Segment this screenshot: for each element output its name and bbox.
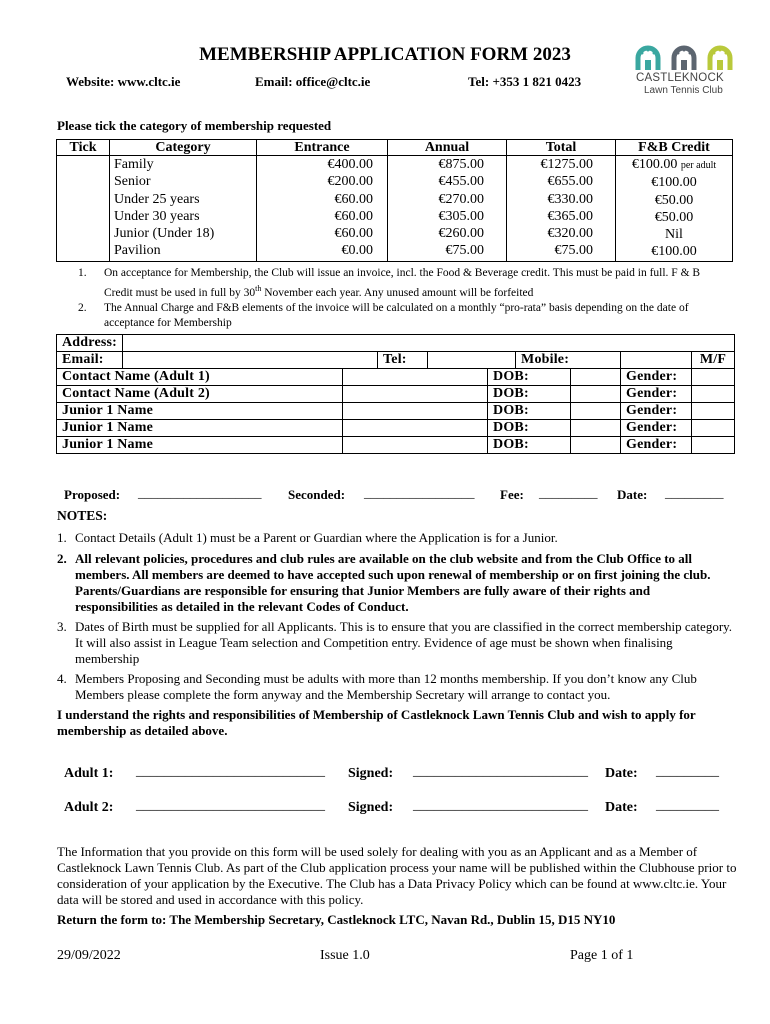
note-3-num: 3. [57,619,67,634]
entrance-value: €200.00 [327,174,373,190]
person-row [57,386,735,403]
note-4-text: Members Proposing and Seconding must be adults with more than 12 months membership. If you don’t know any Club Members please complete the form anyway and the Membership Secretary will arrange to contact you. [75,671,697,702]
logo-arches-icon [632,44,744,72]
gender-label: Gender: [621,437,692,454]
adult1-name-line[interactable]: ___________________________ [136,764,325,779]
category-senior: Senior [114,174,151,190]
person-label: Junior 1 Name [57,437,343,454]
col-annual: Annual [388,140,507,156]
total-value: €330.00 [547,191,593,207]
fb-credit-value: €50.00 [654,209,694,225]
col-category: Category [110,140,257,156]
person-name-field[interactable] [343,403,488,420]
adult1-label: Adult 1: [64,766,114,781]
dob-label: DOB: [488,437,571,454]
email-field[interactable] [123,352,378,369]
note-4-num: 4. [57,671,67,686]
category-under25: Under 25 years [114,191,200,207]
category-note-2-num: 2. [78,302,87,314]
annual-cell [388,156,507,262]
fee-line[interactable]: _________ [539,485,598,500]
note-1-text: Contact Details (Adult 1) must be a Parent or Guardian where the Application is for a Junior. [75,530,558,545]
adult1-date-line[interactable]: _________ [656,764,719,779]
website-text: Website: www.cltc.ie [66,74,181,89]
dob-field[interactable] [571,420,621,437]
gender-field[interactable] [692,437,735,454]
annual-value: €260.00 [438,226,484,242]
logo-text-club: Lawn Tennis Club [644,85,723,96]
mobile-label: Mobile: [516,352,621,369]
entrance-cell [257,156,388,262]
person-name-field[interactable] [343,437,488,454]
tel-label: Tel: [378,352,428,369]
gender-label: Gender: [621,420,692,437]
footer-issue: Issue 1.0 [320,948,370,963]
dob-label: DOB: [488,369,571,386]
fb-credit-cell [616,156,733,262]
address-label: Address: [57,335,123,352]
category-table-body [57,156,733,262]
dob-label: DOB: [488,420,571,437]
return-address: Return the form to: The Membership Secretary, Castleknock LTC, Navan Rd., Dublin 15, D15 NY10 [57,912,616,927]
adult2-date-line[interactable]: _________ [656,798,719,813]
address-row [57,335,735,352]
adult2-name-line[interactable]: ___________________________ [136,798,325,813]
privacy-notice: The Information that you provide on this form will be used solely for dealing with you as an Applicant and as a Member of Castleknock Lawn Tennis Club. As part of the Club application process your name will be published within the Clubhouse prior to consideration of your application by the Executive. The Club has a Data Privacy Policy which can be found at www.cltc.ie. Your data will be stored and used in accordance with this policy. [57,844,737,907]
note-3-text: Dates of Birth must be supplied for all Applicants. This is to ensure that you are classified in the correct membership category. It will also assist in League Team selection and Competition entry. Evidence of age must be shown when finalising membership [75,619,733,666]
club-logo [632,44,744,102]
category-family: Family [114,157,154,172]
total-value: €75.00 [554,243,593,259]
category-note-2: The Annual Charge and F&B elements of the invoice will be calculated on a monthly “pro-rata” basis depending on the date of acceptance for Membership [104,302,689,329]
entrance-value: €400.00 [327,157,373,172]
email-label: Email: [57,352,123,369]
col-fb-credit: F&B Credit [616,140,733,156]
category-table [56,139,733,262]
entrance-value: €60.00 [334,191,373,207]
dob-field[interactable] [571,369,621,386]
person-name-field[interactable] [343,369,488,386]
annual-value: €305.00 [438,208,484,224]
entrance-value: €60.00 [334,226,373,242]
declaration-text: I understand the rights and responsibilities of Membership of Castleknock Lawn Tennis Club and wish to apply for membership as detailed above. [57,707,696,738]
entrance-value: €60.00 [334,208,373,224]
proposed-line[interactable]: ___________________ [138,485,262,500]
col-entrance: Entrance [257,140,388,156]
note-1-num: 1. [57,530,67,545]
category-note-1-text-end: November each year. Any unused amount will be forfeited [261,286,534,299]
category-junior: Junior (Under 18) [114,226,215,242]
proposed-label: Proposed: [64,487,121,502]
annual-value: €270.00 [438,191,484,207]
category-cell [110,156,257,262]
footer-page: Page 1 of 1 [570,948,634,963]
gender-field[interactable] [692,386,735,403]
tick-cell[interactable] [57,156,110,262]
page-title: MEMBERSHIP APPLICATION FORM 2023 [199,44,571,65]
approval-date-line[interactable]: _________ [665,485,724,500]
total-value: €655.00 [547,174,593,190]
category-note-1-num: 1. [78,267,87,279]
adult2-date-label: Date: [605,800,638,815]
entrance-value: €0.00 [341,243,373,259]
address-field[interactable] [123,335,735,352]
annual-value: €455.00 [438,174,484,190]
category-note-1-sup: th [255,284,262,293]
dob-field[interactable] [571,437,621,454]
note-2-text: All relevant policies, procedures and club rules are available on the club website and from the Club Office to all members. All members are deemed to have accepted such upon renewal of membership or on first joining the club. Parents/Guardians are responsible for ensuring that Junior Members are fully aware of their rights and responsibilities as detailed in the relevant Codes of Conduct. [75,551,711,614]
total-cell [507,156,616,262]
note-2-num: 2. [57,551,67,566]
fb-credit-value: €50.00 [654,192,694,208]
total-value: €1275.00 [540,157,593,172]
adult2-signature-line[interactable]: _________________________ [413,798,588,813]
category-note-1 [104,266,724,301]
person-name-field[interactable] [343,386,488,403]
category-pavilion: Pavilion [114,243,161,259]
dob-label: DOB: [488,403,571,420]
category-under30: Under 30 years [114,208,200,224]
category-instruction: Please tick the category of membership requested [57,118,332,133]
seconded-line[interactable]: _________________ [364,485,475,500]
total-value: €320.00 [547,226,593,242]
gender-field[interactable] [692,420,735,437]
adult1-date-label: Date: [605,766,638,781]
email-row [57,352,735,369]
adult2-signed-label: Signed: [348,800,394,815]
fb-credit-amount: €100.00 [631,157,678,172]
mobile-field[interactable] [621,352,692,369]
annual-value: €75.00 [445,243,484,259]
person-row [57,437,735,454]
person-row [57,420,735,437]
dob-field[interactable] [571,386,621,403]
person-label: Contact Name (Adult 2) [57,386,343,403]
person-row [57,403,735,420]
applicant-details-table [56,334,735,454]
dob-label: DOB: [488,386,571,403]
category-note-1-text: On acceptance for Membership, the Club will issue an invoice, incl. the Food & Beverage credit. This must be paid in full. F & B Credit must be used in full by 30 [104,267,701,299]
phone-text: Tel: +353 1 821 0423 [468,74,582,89]
email-text: Email: office@cltc.ie [255,74,371,89]
approval-date-label: Date: [617,487,648,502]
person-label: Junior 1 Name [57,403,343,420]
gender-label: Gender: [621,386,692,403]
col-tick: Tick [57,140,110,156]
fb-credit-value [620,156,728,174]
gender-field[interactable] [692,403,735,420]
annual-value: €875.00 [438,157,484,172]
adult1-signature-line[interactable]: _________________________ [413,764,588,779]
person-row [57,369,735,386]
dob-field[interactable] [571,403,621,420]
adult1-signed-label: Signed: [348,766,394,781]
person-label: Junior 1 Name [57,420,343,437]
notes-heading: NOTES: [57,508,108,523]
fb-credit-value: €100.00 [651,175,697,191]
gender-label: Gender: [621,369,692,386]
logo-text-castleknock: CASTLEKNOCK [636,72,724,84]
fb-credit-value: Nil [665,227,683,243]
adult2-label: Adult 2: [64,800,114,815]
fee-label: Fee: [500,487,524,502]
tel-field[interactable] [428,352,516,369]
mf-label: M/F [692,352,735,369]
fb-credit-value: €100.00 [651,244,697,260]
footer-date: 29/09/2022 [57,948,121,963]
seconded-label: Seconded: [288,487,346,502]
col-total: Total [507,140,616,156]
total-value: €365.00 [547,208,593,224]
category-table-header [57,140,733,156]
gender-field[interactable] [692,369,735,386]
person-name-field[interactable] [343,420,488,437]
gender-label: Gender: [621,403,692,420]
person-label: Contact Name (Adult 1) [57,369,343,386]
fb-credit-note: per adult [680,160,717,171]
